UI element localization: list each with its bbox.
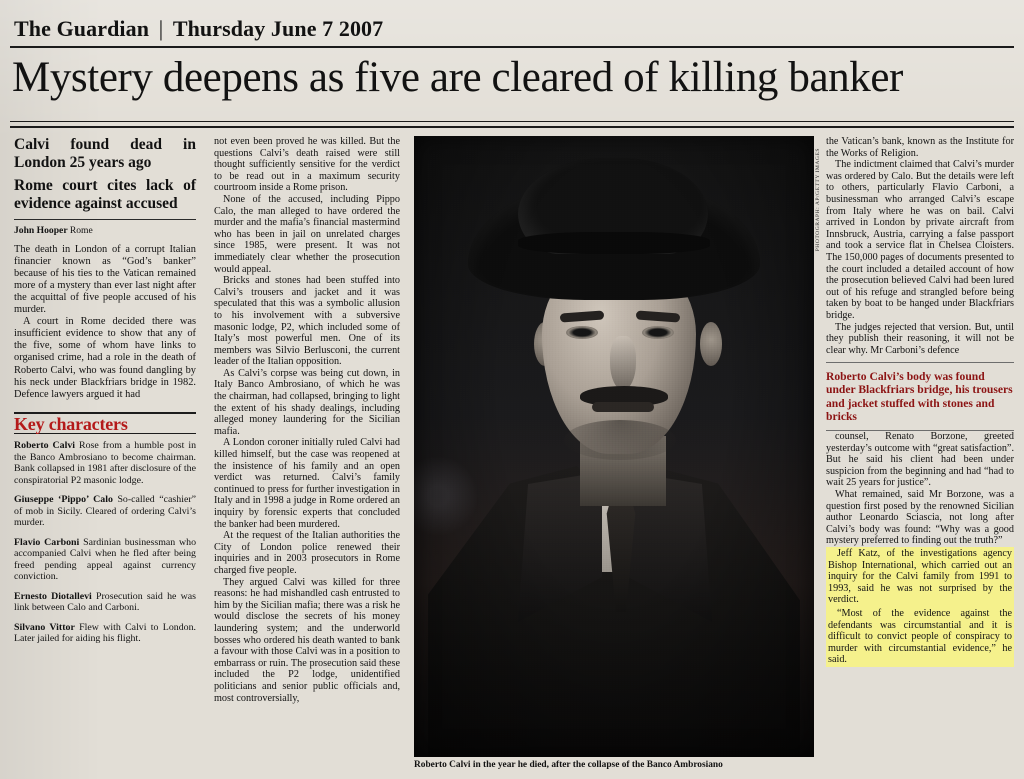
masthead-date: Thursday June 7 2007 [172, 16, 384, 41]
standfirst [14, 136, 196, 212]
body-paragraph: counsel, Renato Borzone, greeted yesterday’s outcome with “great satisfaction”. But he said his client had been under suspicion from the beginning and had “had to wait 25 years for justice”. [826, 431, 1014, 489]
body-paragraph: At the request of the Italian authorities the City of London police renewed their inquiries and in 2003 prosecutors in Rome charged five people. [214, 530, 400, 576]
body-paragraph: As Calvi’s corpse was being cut down, in Italy Banco Ambrosiano, of which he was the chairman, had collapsed, bringing to light the extent of his shady dealings, including alleged money laundering for the Sicilian mafia. [214, 367, 400, 437]
key-character-name: Giuseppe ‘Pippo’ Calo [14, 494, 113, 506]
key-characters-title: Key characters [14, 413, 128, 434]
lead-paragraphs [14, 244, 196, 401]
key-character-name: Roberto Calvi [14, 440, 76, 452]
byline-location: Rome [69, 225, 93, 236]
photo-caption: Roberto Calvi in the year he died, after the collapse of the Banco Ambrosiano [414, 760, 723, 770]
key-character-text: So-called “cashier” of mob in Sicily. Cleared of ordering Calvi’s murder. [14, 494, 196, 529]
key-character-text: Sardinian businessman who accompanied Calvi when he fled after being freed pending appeal against currency conviction. [14, 536, 197, 583]
body-paragraph: What remained, said Mr Borzone, was a question first posed by the renowned Sicilian author Leonardo Sciascia, not long after Calvi’s body was found: “Why was a good mystery preferred to finding out the truth?” [826, 489, 1014, 547]
list-item [14, 622, 196, 645]
column-one [14, 136, 196, 653]
key-characters-box [14, 412, 196, 645]
photo-vignette [414, 136, 814, 757]
body-paragraph: A London coroner initially ruled Calvi had killed himself, but the case was reopened at the insistence of his family and an open verdict was returned. Calvi’s family continued to press for further investigation in Italy and in 1998 a judge in Rome ordered an inquiry by forensic experts that concluded the banker had been murdered. [214, 437, 400, 530]
column-four [826, 136, 1014, 667]
key-character-name: Ernesto Diotallevi [14, 590, 92, 602]
page-headline: Mystery deepens as five are cleared of killing banker [12, 54, 903, 101]
photo-credit: PHOTOGRAPH: AP/GETTY IMAGES [815, 148, 821, 252]
highlighted-paragraph: Jeff Katz, of the investigations agency Bishop International, which carried out an inquiry for the Calvi family from 1991 to 1993, said he was not surprised by the verdict. [828, 548, 1012, 606]
photo-canvas [414, 136, 814, 757]
standfirst-line-2: Rome court cites lack of evidence against accused [14, 177, 196, 212]
headline-divider [10, 121, 1014, 122]
lead-paragraph: A court in Rome decided there was insufficient evidence to show that any of the five, some of whom have links to organised crime, had a role in the death of Roberto Calvi, who was found dangling by his neck under Blackfriars bridge in 1982. Defence lawyers argued it had [14, 316, 196, 400]
column-two [214, 136, 400, 704]
byline [14, 225, 196, 237]
body-paragraph: not even been proved he was killed. But the questions Calvi’s death raised were still thought sufficiently sensitive for the verdict to be read out in a maximum security courtroom inside a Rome prison. [214, 136, 400, 194]
list-item [14, 537, 196, 583]
masthead-brand: The Guardian [14, 16, 150, 41]
body-paragraph: None of the accused, including Pippo Calo, the man alleged to have ordered the murder and the mafia’s financial mastermind who has been in jail on unrelated charges since 1985, were present. It was not immediately clear whether the prosecution would appeal. [214, 193, 400, 275]
list-item [14, 440, 196, 486]
key-character-text: Rose from a humble post in the Banco Ambrosiano to become chairman. Bank collapsed in 1981 after disclosure of the conspiratorial P2 masonic lodge. [14, 440, 197, 486]
body-paragraph: They argued Calvi was killed for three reasons: he had mishandled cash entrusted to him by the Sicilian mafia; there was a risk he would disclose the secrets of his money laundering system; and the underworld bosses who ordered his death wanted to bank a favour with those Calvi was in a position to embarrass or ruin. The prosecution said these included the P2 lodge, unidentified politicians and senior public officials and, most controversially, [214, 576, 400, 704]
key-character-text: Flew with Calvi to London. Later jailed for aiding his flight. [14, 621, 196, 645]
masthead-divider [10, 46, 1014, 48]
body-paragraph: Bricks and stones had been stuffed into Calvi’s trousers and jacket and it was speculated that this was a symbolic allusion to his involvement with a subversive masonic lodge, P2, which included some of Italy’s most powerful men. One of its members was Silvio Berlusconi, the current leader of the Italian opposition. [214, 275, 400, 368]
standfirst-line-1: Calvi found dead in London 25 years ago [14, 136, 196, 171]
key-character-name: Flavio Carboni [14, 536, 80, 548]
body-paragraph: The indictment claimed that Calvi’s murder was ordered by Calo. But the details were left to others, particularly Flavio Carboni, a businessman who arranged Calvi’s escape from Italy where he was on bail. Calvi arrived in London by private aircraft from Innsbruck, Austria, carrying a false passport and took a service flat in Chelsea Cloisters. The 150,000 pages of documents presented to the court included a detailed account of how the prosecution believed Calvi had been lured out of his refuge and strangled before being taken by boat to be hanged under Blackfriars bridge. [826, 159, 1014, 321]
lead-paragraph: The death in London of a corrupt Italian financier known as “God’s banker” because of his ties to the Vatican remained more of a mystery than ever last night after the acquittal of five people accused of his murder. [14, 243, 196, 316]
list-item [14, 494, 196, 529]
byline-name: John Hooper [14, 225, 68, 236]
article-photo [414, 136, 814, 757]
pull-quote: Roberto Calvi’s body was found under Blackfriars bridge, his trousers and jacket stuffed with stones and bricks [826, 370, 1013, 423]
headline-divider-thick [10, 126, 1014, 128]
masthead [14, 16, 383, 42]
key-character-name: Silvano Vittor [14, 621, 75, 633]
key-character-text: Prosecution said he was link between Calo and Carboni. [14, 590, 197, 614]
body-paragraph: The judges rejected that version. But, until they publish their reasoning, it will not be clear why. Mr Carboni’s defence [826, 321, 1014, 356]
body-paragraph: the Vatican’s bank, known as the Institute for the Works of Religion. [826, 136, 1014, 159]
highlighted-paragraph: “Most of the evidence against the defendants was circumstantial and it is difficult to convict people of conspiracy to murder with circumstantial evidence,” he said. [828, 608, 1012, 666]
list-item [14, 591, 196, 614]
pullquote-divider [826, 362, 1014, 363]
masthead-separator: | [158, 16, 164, 41]
byline-divider [14, 219, 196, 220]
